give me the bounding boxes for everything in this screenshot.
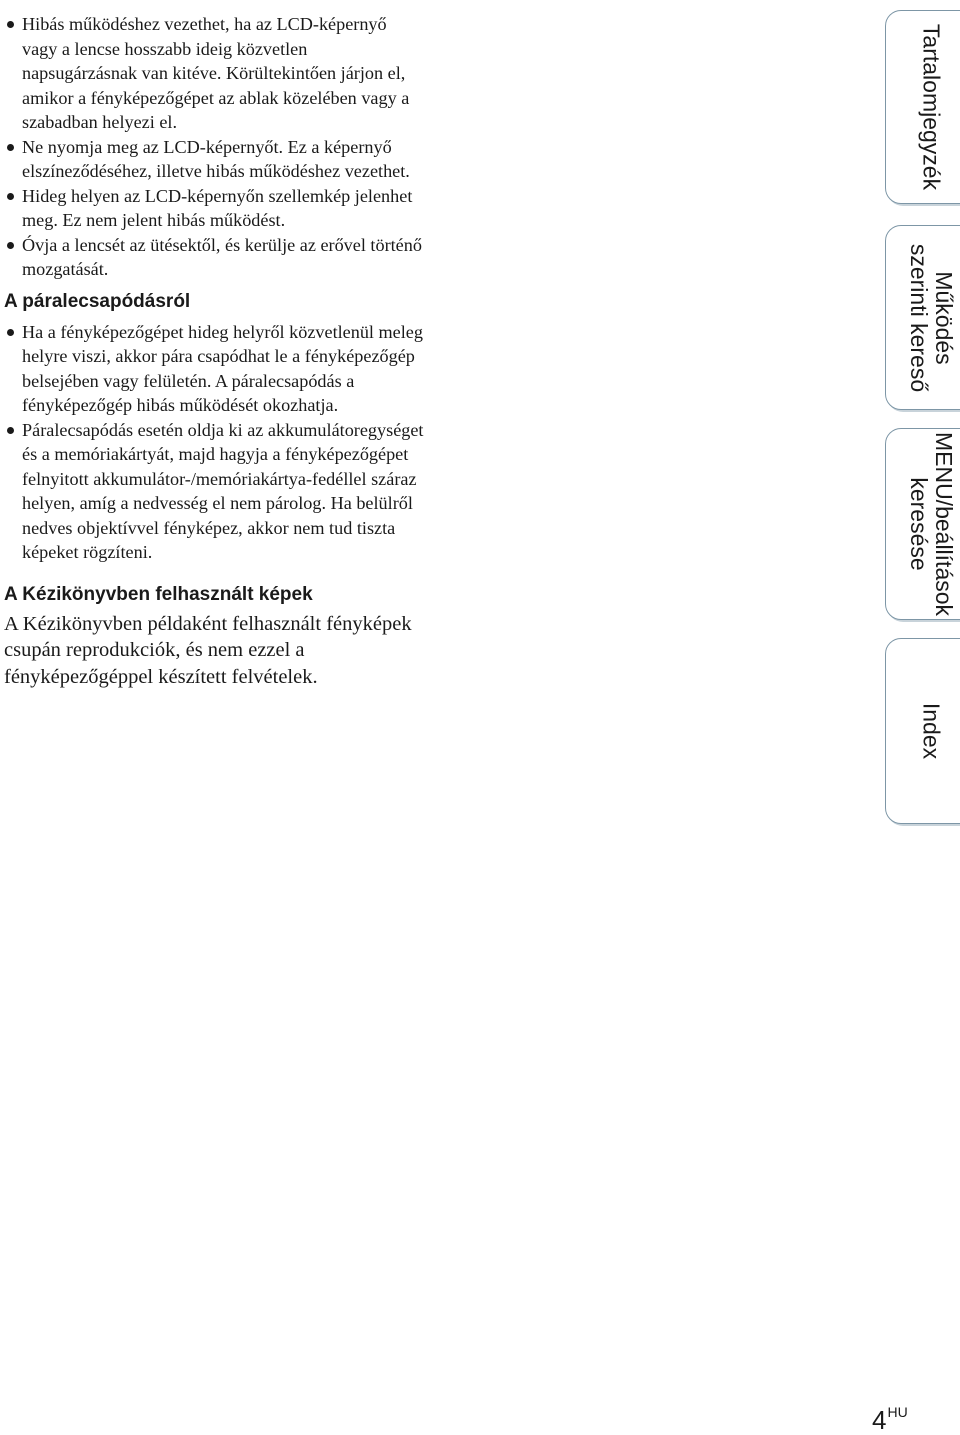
- tab-contents[interactable]: [885, 10, 960, 204]
- list-item: Páralecsapódás esetén oldja ki az akkumulátoregységet és a memóriakártyát, majd hagyja a fényképezőgépet felnyitott akkumulátor-/memóriakártya-fedéllel száraz helyen, amíg a nedvesség el nem párolog. Ha belülről nedves objektívvel fényképez, akkor nem tud tiszta képeket rögzíteni.: [4, 418, 424, 565]
- condensation-heading: A páralecsapódásról: [4, 290, 191, 312]
- page-language-code: HU: [887, 1404, 908, 1420]
- list-item: Ne nyomja meg az LCD-képernyőt. Ez a képernyő elszíneződéséhez, illetve hibás működéshez vezethet.: [4, 135, 424, 184]
- list-item: Hideg helyen az LCD-képernyőn szellemkép jelenhet meg. Ez nem jelent hibás működést.: [4, 184, 424, 233]
- tab-operation-search-label: Működés szerinti kereső: [906, 243, 957, 392]
- list-item: Hibás működéshez vezethet, ha az LCD-képernyő vagy a lencse hosszabb ideig közvetlen napsugárzásnak van kitéve. Körültekintően járjon el, amikor a fényképezőgépet az ablak közelében vagy a szabadban helyezi el.: [4, 12, 424, 135]
- tab-menu-settings-search[interactable]: [885, 428, 960, 620]
- tab-index-label: Index: [918, 702, 945, 760]
- tab-contents-label: Tartalomjegyzék: [918, 23, 945, 191]
- condensation-bullet-list: [4, 320, 424, 565]
- tab-menu-settings-search-label: MENU/beállítások keresése: [906, 431, 957, 617]
- tab-index[interactable]: [885, 638, 960, 824]
- images-section-paragraph: A Kézikönyvben példaként felhasznált fényképek csupán reprodukciók, és nem ezzel a fényképezőgéppel készített felvételek.: [4, 612, 412, 688]
- page-number: $4^{HU}$: [872, 1404, 908, 1435]
- tab-operation-search[interactable]: [885, 225, 960, 410]
- main-content: [4, 12, 424, 690]
- intro-bullet-list: [4, 12, 424, 282]
- list-item: Óvja a lencsét az ütésektől, és kerülje az erővel történő mozgatását.: [4, 233, 424, 282]
- images-section-heading: A Kézikönyvben felhasznált képek: [4, 583, 313, 605]
- list-item: Ha a fényképezőgépet hideg helyről közvetlenül meleg helyre viszi, akkor pára csapódhat le a fényképezőgép belsejében vagy felületén. A páralecsapódás a fényképezőgép hibás működését okozhatja.: [4, 320, 424, 418]
